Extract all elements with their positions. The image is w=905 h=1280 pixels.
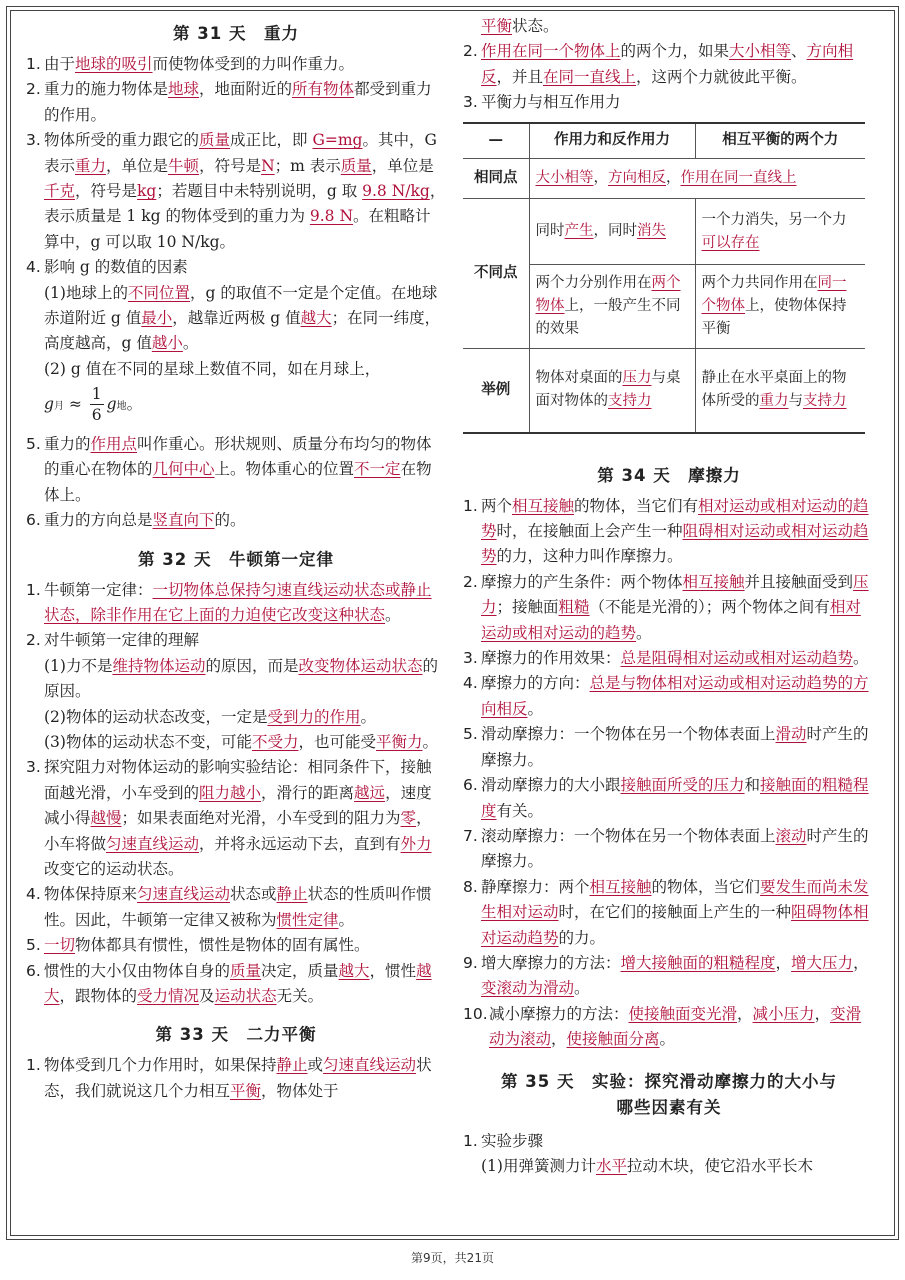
diff-cell-4: 两个力共同作用在同一个物体上，使物体保持平衡 [695,265,865,349]
diff-cell-1: 同时产生，同时消失 [529,199,695,265]
day34-item-8: 8. 静摩擦力：两个相互接触的物体，当它们要发生而尚未发生相对运动时，在它们的接触面上产生的一种阻碍物体相对运动趋势的力。 [463,877,869,947]
day32-heading: 第 32 天 牛顿第一定律 [138,549,334,569]
day31-item-5: 5. 重力的作用点叫作重心。形状规则、质量分布均匀的物体的重心在物体的几何中心上。物体重心的位置不一定在物体上。 [26,434,432,504]
page-footer: 第9页，共21页 [411,1251,494,1265]
table-row-example [463,349,865,433]
table-header-row [463,123,865,159]
day33-item-3: 3. 平衡力与相互作用力 [463,93,621,112]
day34-item-3: 3. 摩擦力的作用效果：总是阻碍相对运动或相对运动趋势。 [463,649,869,668]
day32-item-3: 3. 探究阻力对物体运动的影响实验结论：相同条件下，接触面越光滑，小车受到的阻力越小，滑行的距离越远，速度减小得越慢；如果表面绝对光滑，小车受到的阻力为零，小车将做匀速直线运动，并将永远运动下去，直到有外力改变它的运动状态。 [26,758,432,878]
day34-item-10: 10.减小摩擦力的方法：使接触面变光滑，减小压力，变滑动为滚动，使接触面分离。 [463,1004,862,1049]
day32-item-2: 2. 对牛顿第一定律的理解 [26,631,200,650]
day34-item-2: 2. 摩擦力的产生条件：两个物体相互接触并且接触面受到压力；接触面粗糙（不能是光滑的）；两个物体之间有相对运动或相对运动的趋势。 [463,572,869,642]
diff-cell-2: 一个力消失，另一个力可以存在 [695,199,865,265]
table-col-action-reaction: 作用力和反作用力 [529,123,695,159]
diff-cell-3: 两个力分别作用在两个物体上，一般产生不同的效果 [529,265,695,349]
day32-item-1: 1. 牛顿第一定律：一切物体总保持匀速直线运动状态或静止状态，除非作用在它上面的力迫使它改变这种状态。 [26,580,432,624]
day32-item-2-sub-1: (1)力不是维持物体运动的原因，而是改变物体运动状态的原因。 [44,656,439,701]
example-cell-1: 物体对桌面的压力与桌面对物体的支持力 [529,349,695,433]
table-col-balanced: 相互平衡的两个力 [695,123,865,159]
day34-item-5: 5. 滑动摩擦力：一个物体在另一个物体表面上滑动时产生的摩擦力。 [463,725,869,769]
day32-item-2-sub-2: (2)物体的运动状态改变，一定是受到力的作用。 [44,707,376,726]
left-column [26,12,446,1104]
day31-item-2: 2. 重力的施力物体是地球，地面附近的所有物体都受到重力的作用。 [26,80,432,124]
day32-item-6: 6. 惯性的大小仅由物体自身的质量决定，质量越大，惯性越大，跟物体的受力情况及运动状态无关。 [26,961,432,1005]
day33-heading: 第 33 天 二力平衡 [155,1025,317,1045]
day31-item-3: 3. 物体所受的重力跟它的质量成正比，即 G=mg。其中，G 表示重力，单位是牛顿，符号是N；m 表示质量，单位是千克，符号是kg；若题目中未特别说明，g 取 9.8 N/kg，表示质量是 1 kg 的物体受到的重力为 9.8 N。在粗略计算中，g 可以取 10 N/kg。 [26,131,446,251]
day33-item-1: 1. 物体受到几个力作用时，如果保持静止或匀速直线运动状态，我们就说这几个力相互平衡，物体处于 [26,1056,432,1100]
day33-item-1-continued: 平衡状态。 [481,17,559,35]
day31-item-1: 1. 由于地球的吸引而使物体受到的力叫作重力。 [26,55,355,73]
day31-item-4-sub-1: (1)地球上的不同位置，g 的取值不一定是个定值。在地球赤道附近 g 值最小，越靠近两极 g 值越大；在同一纬度，高度越高，g 值越小。 [44,283,441,353]
day35-heading: 第 35 天 实验：探究滑动摩擦力的大小与 哪些因素有关 [501,1071,837,1117]
example-cell-2: 静止在水平桌面上的物体所受的重力与支持力 [695,349,865,433]
fraction-one-sixth: $\frac{1}{6}$ [91,385,102,425]
table-corner: — [463,123,529,159]
day31-item-4: 4. 影响 g 的数值的因素 [26,258,188,277]
row-label-different: 不同点 [463,199,529,349]
day34-item-6: 6. 滑动摩擦力的大小跟接触面所受的压力和接触面的粗糙程度有关。 [463,776,869,820]
day35-item-1-sub-1: (1)用弹簧测力计水平拉动木块，使它沿水平长木 [481,1156,813,1175]
row-label-same: 相同点 [463,159,529,199]
right-column [463,14,875,1179]
day34-item-1: 1. 两个相互接触的物体，当它们有相对运动或相对运动的趋势时，在接触面上会产生一种阻碍相对运动或相对运动趋势的力，这种力叫作摩擦力。 [463,496,869,566]
day33-item-2: 2. 作用在同一个物体上的两个力，如果大小相等、方向相反，并且在同一直线上，这两个力就彼此平衡。 [463,42,854,86]
day35-item-1: 1. 实验步骤 [463,1131,544,1150]
day34-item-7: 7. 滚动摩擦力：一个物体在另一个物体表面上滚动时产生的摩擦力。 [463,826,869,871]
table-row-same [463,159,865,199]
day34-heading: 第 34 天 摩擦力 [597,465,741,485]
force-comparison-table [463,122,865,434]
day32-item-2-sub-3: (3)物体的运动状态不变，可能不受力，也可能受平衡力。 [44,732,439,751]
day32-item-5: 5. 一切物体都具有惯性，惯性是物体的固有属性。 [26,936,370,955]
day34-item-4: 4. 摩擦力的方向：总是与物体相对运动或相对运动趋势的方向相反。 [463,674,869,718]
day31-item-4-sub-2: (2) g 值在不同的星球上数值不同，如在月球上， g月 ≈ $\frac{1}{6}$ g地。 [44,359,381,425]
day32-item-4: 4. 物体保持原来匀速直线运动状态或静止状态的性质叫作惯性。因此，牛顿第一定律又被称为惯性定律。 [26,885,432,929]
same-points-cell: 大小相等，方向相反，作用在同一直线上 [529,159,865,199]
day31-heading: 第 31 天 重力 [173,24,299,43]
day34-item-9: 9. 增大摩擦力的方法：增大接触面的粗糙程度，增大压力，变滚动为滑动。 [463,953,869,998]
day31-item-6: 6. 重力的方向总是竖直向下的。 [26,511,246,530]
table-row-diff-1 [463,199,865,265]
row-label-example: 举例 [463,349,529,433]
